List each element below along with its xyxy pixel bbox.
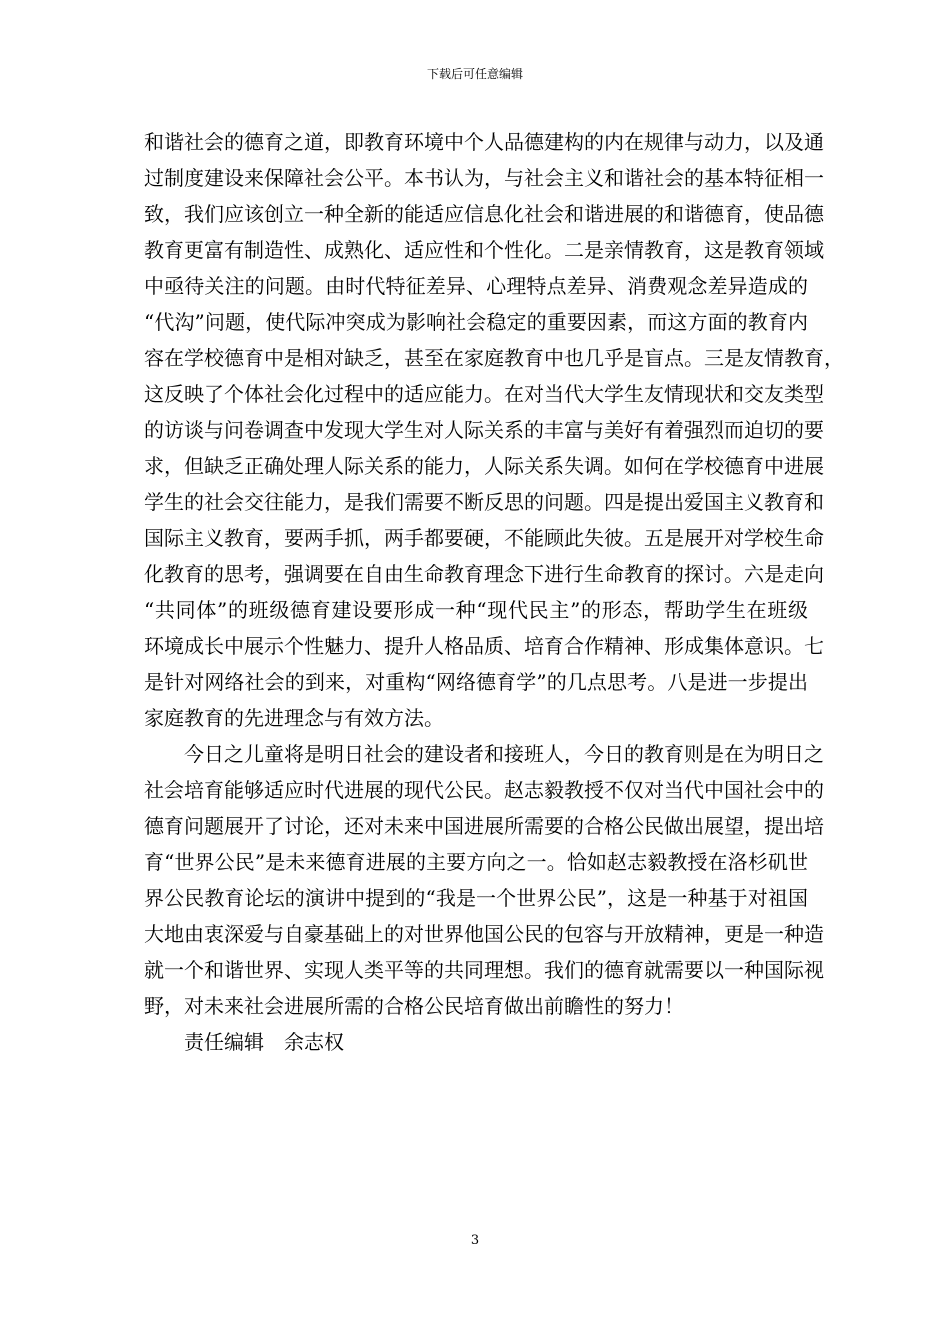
text-line: “共同体”的班级德育建设要形成一种“现代民主”的形态，帮助学生在班级 [144,598,808,622]
text-line: 教育更富有制造性、成熟化、适应性和个性化。二是亲情教育，这是教育领域 [144,238,824,262]
text-line: 就一个和谐世界、实现人类平等的共同理想。我们的德育就需要以一种国际视 [144,958,824,982]
text-line: 致，我们应该创立一种全新的能适应信息化社会和谐进展的和谐德育，使品德 [144,202,824,226]
text-line: 是针对网络社会的到来，对重构“网络德育学”的几点思考。八是进一步提出 [144,670,808,694]
text-line: 这反映了个体社会化过程中的适应能力。在对当代大学生友情现状和交友类型 [144,382,824,406]
text-line: 过制度建设来保障社会公平。本书认为，与社会主义和谐社会的基本特征相一 [144,166,824,190]
text-line: 中亟待关注的问题。由时代特征差异、心理特点差异、消费观念差异造成的 [144,274,808,298]
paragraph [144,124,844,736]
text-line: 德育问题展开了讨论，还对未来中国进展所需要的合格公民做出展望，提出培 [144,814,824,838]
text-line: 野，对未来社会进展所需的合格公民培育做出前瞻性的努力！ [144,994,684,1018]
text-line: 容在学校德育中是相对缺乏，甚至在家庭教育中也几乎是盲点。三是友情教育， [144,346,844,370]
text-line: 环境成长中展示个性魅力、提升人格品质、培育合作精神、形成集体意识。七 [144,634,824,658]
paragraph [144,1024,808,1060]
text-line: 界公民教育论坛的演讲中提到的“我是一个世界公民”，这是一种基于对祖国 [144,886,808,910]
text-line: “代沟”问题，使代际冲突成为影响社会稳定的重要因素，而这方面的教育内 [144,310,808,334]
text-line: 社会培育能够适应时代进展的现代公民。赵志毅教授不仅对当代中国社会中的 [144,778,824,802]
text-line: 今日之儿童将是明日社会的建设者和接班人，今日的教育则是在为明日之 [184,742,824,766]
text-line: 学生的社会交往能力，是我们需要不断反思的问题。四是提出爱国主义教育和 [144,490,824,514]
page-number: 3 [470,1233,480,1248]
text-line: 大地由衷深爱与自豪基础上的对世界他国公民的包容与开放精神，更是一种造 [144,922,824,946]
text-line: 求，但缺乏正确处理人际关系的能力，人际关系失调。如何在学校德育中进展 [144,454,824,478]
text-line: 育“世界公民”是未来德育进展的主要方向之一。恰如赵志毅教授在洛杉矶世 [144,850,808,874]
text-line: 的访谈与问卷调查中发现大学生对人际关系的丰富与美好有着强烈而迫切的要 [144,418,824,442]
page-header: 下载后可任意编辑 [426,67,523,81]
text-line: 责任编辑 余志权 [184,1030,344,1054]
paragraph [144,736,824,1024]
text-line: 化教育的思考，强调要在自由生命教育理念下进行生命教育的探讨。六是走向 [144,562,824,586]
document-body [144,124,844,1060]
text-line: 和谐社会的德育之道，即教育环境中个人品德建构的内在规律与动力，以及通 [144,130,824,154]
text-line: 家庭教育的先进理念与有效方法。 [144,706,444,730]
text-line: 国际主义教育，要两手抓，两手都要硬，不能顾此失彼。五是展开对学校生命 [144,526,824,550]
